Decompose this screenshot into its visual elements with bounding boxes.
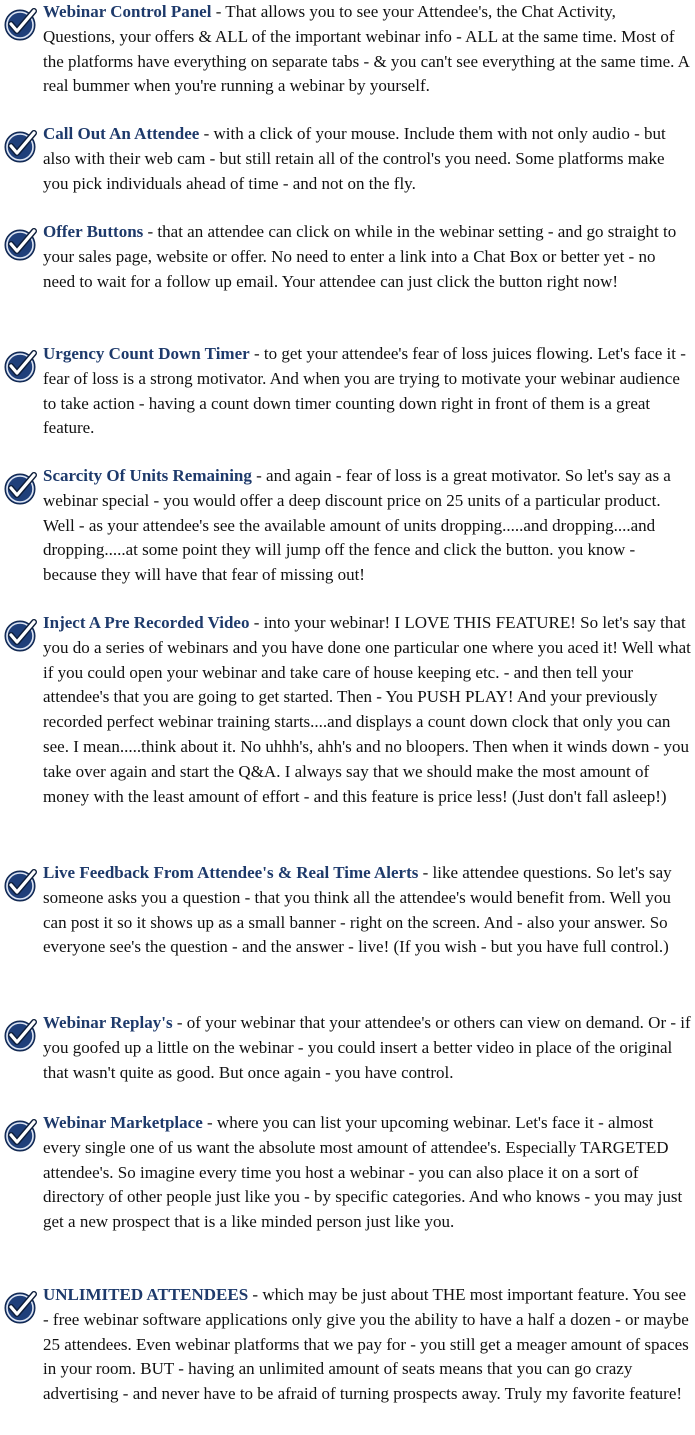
feature-description: [43, 1111, 691, 1235]
feature-title: Urgency Count Down Timer: [43, 344, 250, 363]
feature-body: - like attendee questions. So let's say someone asks you a question - that you think all the attendee's would benefit from. Well you can post it so it shows up as a small banner - right on the screen. And - also your answer. So everyone see's the question - and the answer - live! (If you wish - but you have full control.): [43, 863, 672, 957]
checkmark-badge-icon: [2, 471, 38, 507]
feature-body: - into your webinar! I LOVE THIS FEATURE! So let's say that you do a series of webinars and you have done one particular one where you aced it! Well what if you could open your webinar and take care of house keeping etc. - and then tell your attendee's that you are going to get started. Then - You PUSH PLAY! And your previously recorded perfect webinar training starts....and displays a count down clock that only you can see. I mean.....think about it. No uhhh's, ahh's and no bloopers. Then when it winds down - you take over again and start the Q&A. I always say that we should make the most amount of money with the least amount of effort - and this feature is price less! (Just don't fall asleep!): [43, 613, 691, 806]
feature-description: [43, 342, 691, 441]
feature-body: - that an attendee can click on while in the webinar setting - and go straight to your sales page, website or offer. No need to enter a link into a Chat Box or better yet - no need to wait for a follow up email. Your attendee can just click the button right now!: [43, 222, 677, 291]
feature-description: [43, 1011, 691, 1085]
checkmark-badge-icon: [2, 349, 38, 385]
feature-description: [43, 464, 691, 588]
feature-title: Webinar Marketplace: [43, 1113, 203, 1132]
feature-description: [43, 611, 691, 809]
feature-body: - where you can list your upcoming webinar. Let's face it - almost every single one of us want the absolute most amount of attendee's. Especially TARGETED attendee's. So imagine every time you host a webinar - you can also place it on a sort of directory of other people just like you - by specific categories. And who knows - you may just get a new prospect that is a like minded person just like you.: [43, 1113, 683, 1232]
checkmark-badge-icon: [2, 1290, 38, 1326]
checkmark-badge-icon: [2, 7, 38, 43]
feature-body: - to get your attendee's fear of loss juices flowing. Let's face it - fear of loss is a strong motivator. And when you are trying to motivate your webinar audience to take action - having a count down timer counting down right in front of them is a great feature.: [43, 344, 686, 438]
feature-title: Scarcity Of Units Remaining: [43, 466, 252, 485]
feature-body: - which may be just about THE most important feature. You see - free webinar software applications only give you the ability to have a half a dozen - or maybe 25 attendees. Even webinar platforms that we pay for - you still get a meager amount of spaces in your room. BUT - having an unlimited amount of seats means that you can go crazy advertising - and never have to be afraid of turning prospects away. Truly my favorite feature!: [43, 1285, 689, 1404]
feature-description: [43, 861, 691, 960]
feature-description: [43, 1283, 691, 1407]
checkmark-badge-icon: [2, 1118, 38, 1154]
checkmark-badge-icon: [2, 129, 38, 165]
checkmark-badge-icon: [2, 227, 38, 263]
feature-description: [43, 0, 691, 99]
feature-description: [43, 122, 691, 196]
feature-title: Offer Buttons: [43, 222, 144, 241]
checkmark-badge-icon: [2, 618, 38, 654]
feature-title: Webinar Replay's: [43, 1013, 173, 1032]
feature-description: [43, 220, 691, 294]
checkmark-badge-icon: [2, 868, 38, 904]
feature-title: Inject A Pre Recorded Video: [43, 613, 250, 632]
feature-body: - with a click of your mouse. Include them with not only audio - but also with their web cam - but still retain all of the control's you need. Some platforms make you pick individuals ahead of time - and not on the fly.: [43, 124, 666, 193]
feature-body: - and again - fear of loss is a great motivator. So let's say as a webinar special - you would offer a deep discount price on 25 units of a particular product. Well - as your attendee's see the available amount of units dropping.....and dropping....and dropping.....at some point they will jump off the fence and click the button. you know - because they will have that fear of missing out!: [43, 466, 671, 585]
feature-title: UNLIMITED ATTENDEES: [43, 1285, 249, 1304]
feature-title: Call Out An Attendee: [43, 124, 200, 143]
feature-body: - of your webinar that your attendee's or others can view on demand. Or - if you goofed up a little on the webinar - you could insert a better video in place of the original that wasn't quite as good. But once again - you have control.: [43, 1013, 691, 1082]
checkmark-badge-icon: [2, 1018, 38, 1054]
feature-body: - That allows you to see your Attendee's, the Chat Activity, Questions, your offers & ALL of the important webinar info - ALL at the same time. Most of the platforms have everything on separate tabs - & you can't see everything at the same time. A real bummer when you're running a webinar by yourself.: [43, 2, 690, 96]
feature-title: Live Feedback From Attendee's & Real Time Alerts: [43, 863, 419, 882]
feature-title: Webinar Control Panel: [43, 2, 212, 21]
